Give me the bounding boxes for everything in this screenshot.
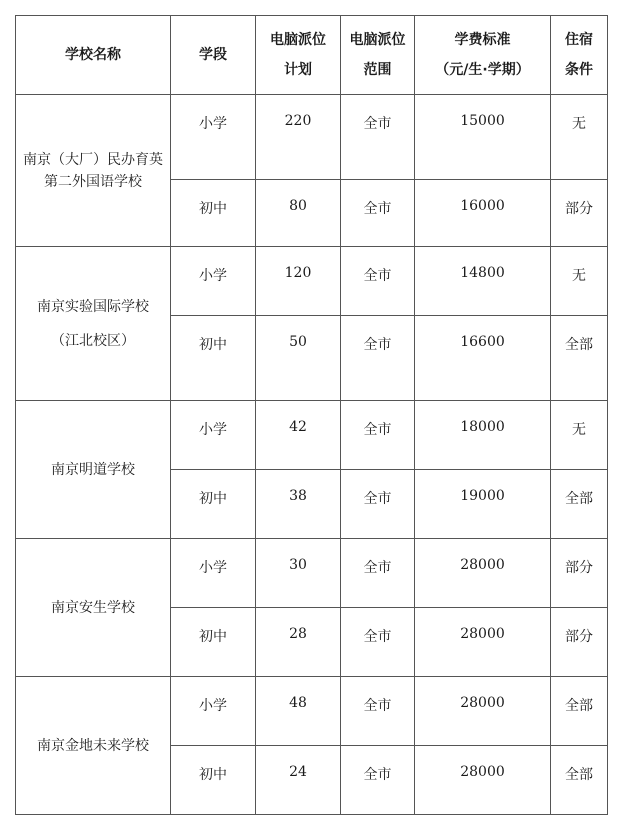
range-cell: 全市	[341, 95, 415, 180]
stage-cell: 初中	[171, 316, 256, 401]
plan-cell: 30	[256, 539, 341, 608]
plan-cell: 42	[256, 401, 341, 470]
boarding-cell: 无	[551, 95, 608, 180]
range-cell: 全市	[341, 746, 415, 815]
range-cell: 全市	[341, 470, 415, 539]
stage-cell: 小学	[171, 95, 256, 180]
plan-cell: 220	[256, 95, 341, 180]
school-name-cell: 南京实验国际学校 （江北校区）	[16, 247, 171, 401]
fee-cell: 16600	[415, 316, 551, 401]
table-row	[16, 95, 608, 180]
table-row	[16, 677, 608, 746]
header-row	[16, 16, 608, 95]
fee-cell: 28000	[415, 677, 551, 746]
fee-cell: 15000	[415, 95, 551, 180]
school-name-cell: 南京明道学校	[16, 401, 171, 539]
fee-cell: 19000	[415, 470, 551, 539]
fee-cell: 16000	[415, 180, 551, 247]
stage-cell: 初中	[171, 180, 256, 247]
plan-cell: 120	[256, 247, 341, 316]
fee-cell: 18000	[415, 401, 551, 470]
plan-cell: 48	[256, 677, 341, 746]
stage-cell: 小学	[171, 539, 256, 608]
header-stage: 学段	[171, 16, 256, 95]
school-name-cell: 南京安生学校	[16, 539, 171, 677]
range-cell: 全市	[341, 608, 415, 677]
fee-cell: 14800	[415, 247, 551, 316]
range-cell: 全市	[341, 247, 415, 316]
boarding-cell: 全部	[551, 746, 608, 815]
boarding-cell: 部分	[551, 608, 608, 677]
header-boarding: 住宿 条件	[551, 16, 608, 95]
fee-cell: 28000	[415, 608, 551, 677]
plan-cell: 38	[256, 470, 341, 539]
boarding-cell: 全部	[551, 677, 608, 746]
plan-cell: 28	[256, 608, 341, 677]
fee-cell: 28000	[415, 539, 551, 608]
table-row	[16, 539, 608, 608]
boarding-cell: 全部	[551, 316, 608, 401]
plan-cell: 80	[256, 180, 341, 247]
stage-cell: 小学	[171, 677, 256, 746]
fee-cell: 28000	[415, 746, 551, 815]
stage-cell: 初中	[171, 470, 256, 539]
school-allocation-table	[15, 15, 608, 815]
range-cell: 全市	[341, 316, 415, 401]
table-row	[16, 401, 608, 470]
stage-cell: 小学	[171, 401, 256, 470]
school-name-cell: 南京（大厂）民办育英 第二外国语学校	[16, 95, 171, 247]
boarding-cell: 全部	[551, 470, 608, 539]
range-cell: 全市	[341, 401, 415, 470]
header-range: 电脑派位 范围	[341, 16, 415, 95]
range-cell: 全市	[341, 539, 415, 608]
school-name-cell: 南京金地未来学校	[16, 677, 171, 815]
header-plan: 电脑派位 计划	[256, 16, 341, 95]
boarding-cell: 无	[551, 247, 608, 316]
range-cell: 全市	[341, 180, 415, 247]
boarding-cell: 部分	[551, 539, 608, 608]
table-row	[16, 247, 608, 316]
boarding-cell: 无	[551, 401, 608, 470]
header-fee: 学费标准 （元/生·学期）	[415, 16, 551, 95]
boarding-cell: 部分	[551, 180, 608, 247]
stage-cell: 初中	[171, 608, 256, 677]
stage-cell: 小学	[171, 247, 256, 316]
stage-cell: 初中	[171, 746, 256, 815]
header-school-name: 学校名称	[16, 16, 171, 95]
plan-cell: 24	[256, 746, 341, 815]
plan-cell: 50	[256, 316, 341, 401]
range-cell: 全市	[341, 677, 415, 746]
